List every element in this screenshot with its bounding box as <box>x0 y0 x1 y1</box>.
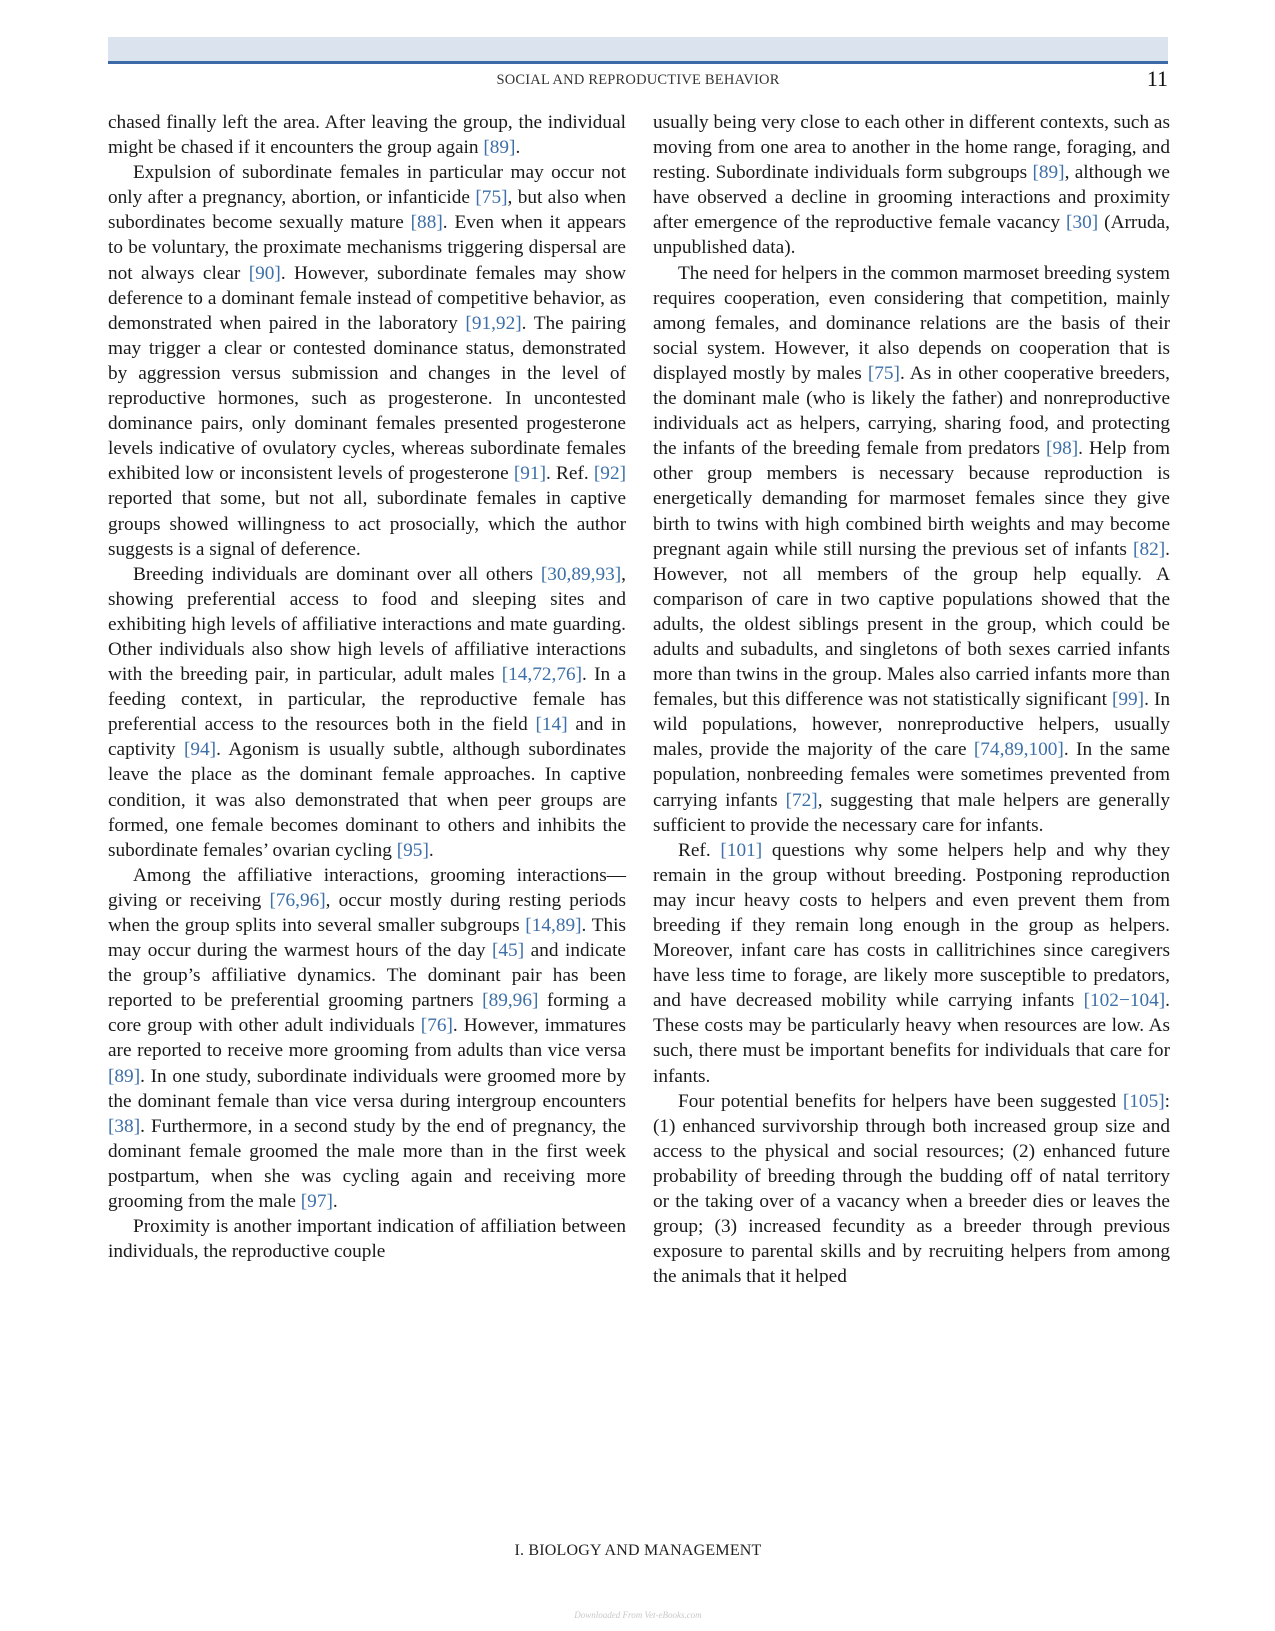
running-title: SOCIAL AND REPRODUCTIVE BEHAVIOR <box>496 72 780 88</box>
citation-link[interactable]: [30] <box>1066 212 1099 234</box>
body-text: forming a core group with other adult individuals <box>108 990 626 1037</box>
body-text: The need for helpers in the common marmoset breeding system requires cooperation, even considering that competition, mainly among females, and dominance relations are the basis of their social system. However, it also depends on cooperation that is displayed mostly by males <box>653 262 1170 384</box>
paragraph <box>653 110 1170 261</box>
download-watermark: Downloaded From Vet-eBooks.com <box>574 1610 702 1620</box>
body-text: . Furthermore, in a second study by the end of pregnancy, the dominant female groomed the male more than in the first week postpartum, when she was cycling again and receiving more grooming from the male <box>108 1115 626 1213</box>
body-text: chased finally left the area. After leaving the group, the individual might be chased if it encounters the group again <box>108 112 626 159</box>
text-column-left <box>108 110 626 1264</box>
citation-link[interactable]: [101] <box>720 839 763 861</box>
body-text: . <box>515 137 521 159</box>
citation-link[interactable]: [14,72,76] <box>501 664 583 686</box>
citation-link[interactable]: [75] <box>867 362 900 384</box>
header-band <box>108 37 1168 64</box>
body-text: usually being very close to each other in different contexts, such as moving from one area to another in the home range, foraging, and resting. Subordinate individuals form subgroups <box>653 112 1170 184</box>
citation-link[interactable]: [75] <box>475 187 508 209</box>
citation-link[interactable]: [45] <box>492 940 525 962</box>
body-text: and indicate the group’s affiliative dynamics. The dominant pair has been reported to be preferential grooming partners <box>108 940 626 1012</box>
body-text: . This may occur during the warmest hours of the day <box>108 915 626 962</box>
body-text: Among the affiliative interactions, grooming interactions—giving or receiving <box>108 864 626 911</box>
paragraph <box>108 562 626 863</box>
body-text: Ref. <box>678 839 721 861</box>
citation-link[interactable]: [89] <box>108 1065 141 1087</box>
citation-link[interactable]: [89] <box>483 137 516 159</box>
body-text: and in captivity <box>108 714 626 761</box>
body-text: . However, immatures are reported to receive more grooming from adults than vice versa <box>108 1015 626 1062</box>
body-text: . <box>332 1191 338 1213</box>
body-text: . These costs may be particularly heavy when resources are low. As such, there must be important benefits for individuals that care for infants. <box>653 990 1170 1087</box>
citation-link[interactable]: [89,96] <box>482 990 539 1012</box>
citation-link[interactable]: [14] <box>535 714 568 736</box>
citation-link[interactable]: [76,96] <box>269 889 326 911</box>
paragraph <box>108 160 626 562</box>
body-text: . Help from other group members is necessary because reproduction is energetically demanding for marmoset females since they give birth to twins with high combined birth weights and may become pregnant again while still nursing the previous set of infants <box>653 438 1170 560</box>
citation-link[interactable]: [92] <box>593 463 627 485</box>
paragraph <box>653 261 1170 838</box>
paragraph <box>108 1214 626 1264</box>
body-text: . The pairing may trigger a clear or contested dominance status, demonstrated by aggression versus submission and changes in the level of reproductive hormones, such as progesterone. In uncontested dominance pairs, only dominant females presented progesterone levels indicative of ovulatory cycles, whereas subordinate females exhibited low or inconsistent levels of progesterone <box>108 312 626 485</box>
body-text: reported that some, but not all, subordinate females in captive groups showed willingness to act prosocially, which the author suggests is a signal of deference. <box>108 488 626 560</box>
citation-link[interactable]: [30,89,93] <box>540 563 622 585</box>
body-text: : (1) enhanced survivorship through both increased group size and access to the physical and social resources; (2) enhanced future probability of breeding through the budding off of natal territory or the taking over of a vacancy when a breeder dies or leaves the group; (3) increased fecundity as a breeder through previous exposure to parental skills and by recruiting helpers from among the animals that it helped <box>653 1090 1170 1288</box>
body-text: Expulsion of subordinate females in particular may occur not only after a pregnancy, abortion, or infanticide <box>108 162 626 209</box>
paragraph <box>108 110 626 160</box>
body-text: , but also when subordinates become sexually mature <box>108 187 626 234</box>
citation-link[interactable]: [102−104] <box>1083 990 1166 1012</box>
citation-link[interactable]: [74,89,100] <box>973 739 1064 761</box>
body-text: questions why some helpers help and why they remain in the group without breeding. Postponing reproduction may incur heavy costs to helpers and even prevent them from breeding if they remain long enough in the group as helpers. Moreover, infant care has costs in callitrichines since caregivers have less time to forage, are likely more susceptible to predators, and have decreased mobility while carrying infants <box>653 839 1170 1012</box>
body-text: (Arruda, unpublished data). <box>653 212 1170 259</box>
citation-link[interactable]: [95] <box>396 839 429 861</box>
citation-link[interactable]: [99] <box>1111 689 1145 711</box>
body-text: , occur mostly during resting periods when the group splits into several smaller subgroups <box>108 889 626 936</box>
citation-link[interactable]: [38] <box>108 1115 141 1137</box>
citation-link[interactable]: [76] <box>420 1015 453 1037</box>
citation-link[interactable]: [97] <box>300 1191 333 1213</box>
body-text: . In a feeding context, in particular, the reproductive female has preferential access to the resources both in the field <box>108 664 626 736</box>
citation-link[interactable]: [89] <box>1032 162 1065 184</box>
citation-link[interactable]: [91,92] <box>465 312 522 334</box>
paragraph <box>653 838 1170 1089</box>
body-text: . However, not all members of the group help equally. A comparison of care in two captive populations showed that the adults, the oldest siblings present in the group, which could be adults and subadults, and singletons of both sexes carried infants more than twins in the group. Males also carried infants more than females, but this difference was not statistically significant <box>653 538 1170 711</box>
body-text: . In the same population, nonbreeding females were sometimes prevented from carrying infants <box>653 739 1171 811</box>
body-text: . Agonism is usually subtle, although subordinates leave the place as the dominant female approaches. In captive condition, it was also demonstrated that when peer groups are formed, one female becomes dominant to others and inhibits the subordinate females’ ovarian cycling <box>108 739 626 861</box>
citation-link[interactable]: [88] <box>410 212 443 234</box>
paragraph <box>653 1089 1170 1290</box>
citation-link[interactable]: [82] <box>1133 538 1166 560</box>
body-text: , showing preferential access to food and sleeping sites and exhibiting high levels of affiliative interactions and mate guarding. Other individuals also show high levels of affiliative interactions with the breeding pair, in particular, adult males <box>108 563 626 686</box>
paragraph <box>108 863 626 1214</box>
body-text: . However, subordinate females may show deference to a dominant female instead of competitive behavior, as demonstrated when paired in the laboratory <box>108 262 627 334</box>
citation-link[interactable]: [105] <box>1122 1090 1165 1112</box>
part-footer: I. BIOLOGY AND MANAGEMENT <box>514 1542 762 1559</box>
body-text: . <box>428 839 434 861</box>
citation-link[interactable]: [91] <box>513 463 546 485</box>
body-text: Four potential benefits for helpers have been suggested <box>678 1090 1123 1112</box>
citation-link[interactable]: [98] <box>1046 438 1079 460</box>
citation-link[interactable]: [14,89] <box>525 915 582 936</box>
body-text: . In wild populations, however, nonreproductive helpers, usually males, provide the majority of the care <box>653 689 1171 761</box>
body-text: . Even when it appears to be voluntary, the proximate mechanisms triggering dispersal are not always clear <box>108 212 626 284</box>
text-column-right <box>653 110 1170 1289</box>
page-number: 11 <box>1146 66 1168 91</box>
body-text: . In one study, subordinate individuals were groomed more by the dominant female than vice versa during intergroup encounters <box>108 1065 626 1112</box>
body-text: , although we have observed a decline in grooming interactions and proximity after emergence of the reproductive female vacancy <box>653 162 1170 234</box>
body-text: Proximity is another important indication of affiliation between individuals, the reproductive couple <box>108 1216 626 1263</box>
body-text: . As in other cooperative breeders, the dominant male (who is likely the father) and nonreproductive individuals act as helpers, carrying, sharing food, and protecting the infants of the breeding female from predators <box>653 362 1170 460</box>
body-text: . Ref. <box>546 463 594 485</box>
body-text: , suggesting that male helpers are generally sufficient to provide the necessary care for infants. <box>653 789 1170 836</box>
citation-link[interactable]: [72] <box>785 789 818 811</box>
citation-link[interactable]: [94] <box>183 739 217 761</box>
body-text: Breeding individuals are dominant over all others <box>133 563 541 585</box>
citation-link[interactable]: [90] <box>248 262 281 284</box>
